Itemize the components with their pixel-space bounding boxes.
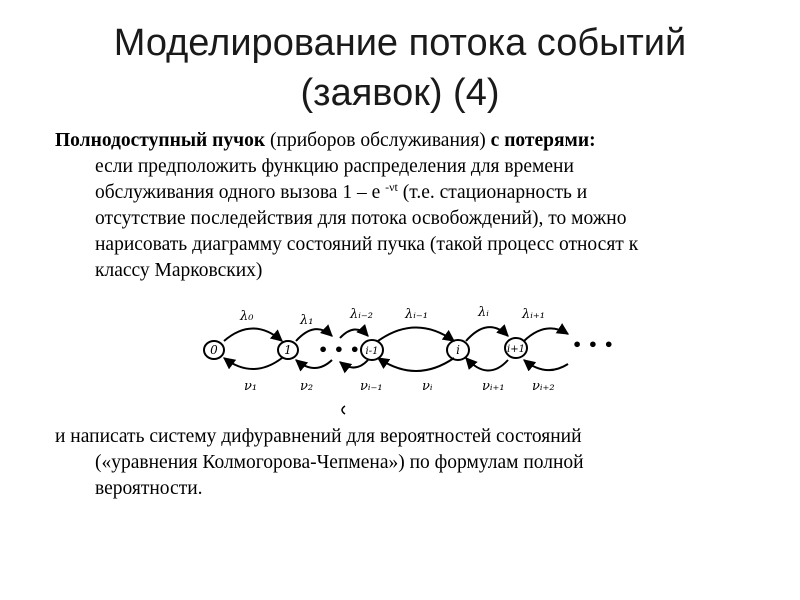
paragraph-kolmogorov	[55, 424, 745, 502]
paragraph-line: нарисовать диаграмму состояний пучка (такой процесс относят к	[95, 234, 639, 255]
paragraph-line: («уравнения Колмогорова-Чепмена») по формулам полной	[95, 452, 584, 473]
state-label: 0	[210, 343, 218, 357]
paragraph-full-access-bundle	[55, 128, 745, 284]
middle-text: (приборов обслуживания)	[265, 130, 491, 151]
service-label: ν₂	[300, 379, 314, 394]
ellipsis-left: • • •	[318, 340, 360, 359]
exponent: -νt	[385, 180, 398, 194]
arrival-label: λᵢ₋₁	[405, 307, 428, 322]
arrival-label: λ₀	[240, 309, 254, 324]
arrival-label: λᵢ₋₂	[350, 307, 373, 322]
state-transition-diagram	[200, 298, 620, 418]
service-label: νᵢ	[422, 379, 433, 394]
state-label: i+1	[507, 344, 525, 355]
service-label: νᵢ₊₁	[482, 379, 505, 394]
bold-tail: с потерями:	[490, 130, 596, 151]
arrival-arc	[466, 327, 508, 341]
formula-text: обслуживания одного вызова 1 – e	[95, 182, 386, 203]
arrival-arc	[224, 329, 282, 342]
arrival-arc	[524, 328, 568, 341]
arrival-label: λᵢ₊₁	[522, 307, 545, 322]
paragraph-line: классу Марковских)	[95, 260, 263, 281]
service-label: νᵢ₋₁	[360, 379, 383, 394]
service-arc	[296, 360, 332, 368]
scan-artifact	[342, 406, 345, 414]
bold-lead: Полнодоступный пучок	[55, 130, 266, 151]
service-label: ν₁	[244, 379, 258, 394]
paragraph-line: и написать систему дифуравнений для вероятностей состояний	[55, 426, 582, 447]
service-arc	[524, 360, 568, 370]
service-arc	[224, 358, 282, 369]
paragraph-line: если предположить функцию распределения для времени	[95, 156, 574, 177]
state-label: i	[456, 343, 460, 357]
service-arc	[466, 358, 508, 371]
arrival-label: λ₁	[300, 313, 314, 328]
slide-title	[0, 18, 800, 118]
slide-title-line-1: Моделирование потока событий	[113, 22, 687, 64]
ellipsis-right: • • •	[572, 335, 614, 354]
state-label: i-1	[365, 346, 379, 357]
paragraph-line: вероятности.	[95, 478, 203, 499]
paragraph-line-formula	[55, 180, 745, 206]
paragraph-heading-line	[55, 128, 745, 154]
formula-tail: (т.е. стационарность и	[397, 182, 588, 203]
arrival-arc	[340, 329, 368, 338]
service-label: νᵢ₊₂	[532, 379, 555, 394]
paragraph-line: отсутствие последействия для потока освобождений), то можно	[95, 208, 627, 229]
arrival-label: λᵢ	[478, 305, 489, 320]
state-label: 1	[284, 343, 292, 357]
slide-title-line-2: (заявок) (4)	[300, 72, 500, 114]
service-arc	[340, 360, 368, 368]
service-arc	[378, 358, 454, 371]
arrival-arc	[378, 328, 454, 342]
